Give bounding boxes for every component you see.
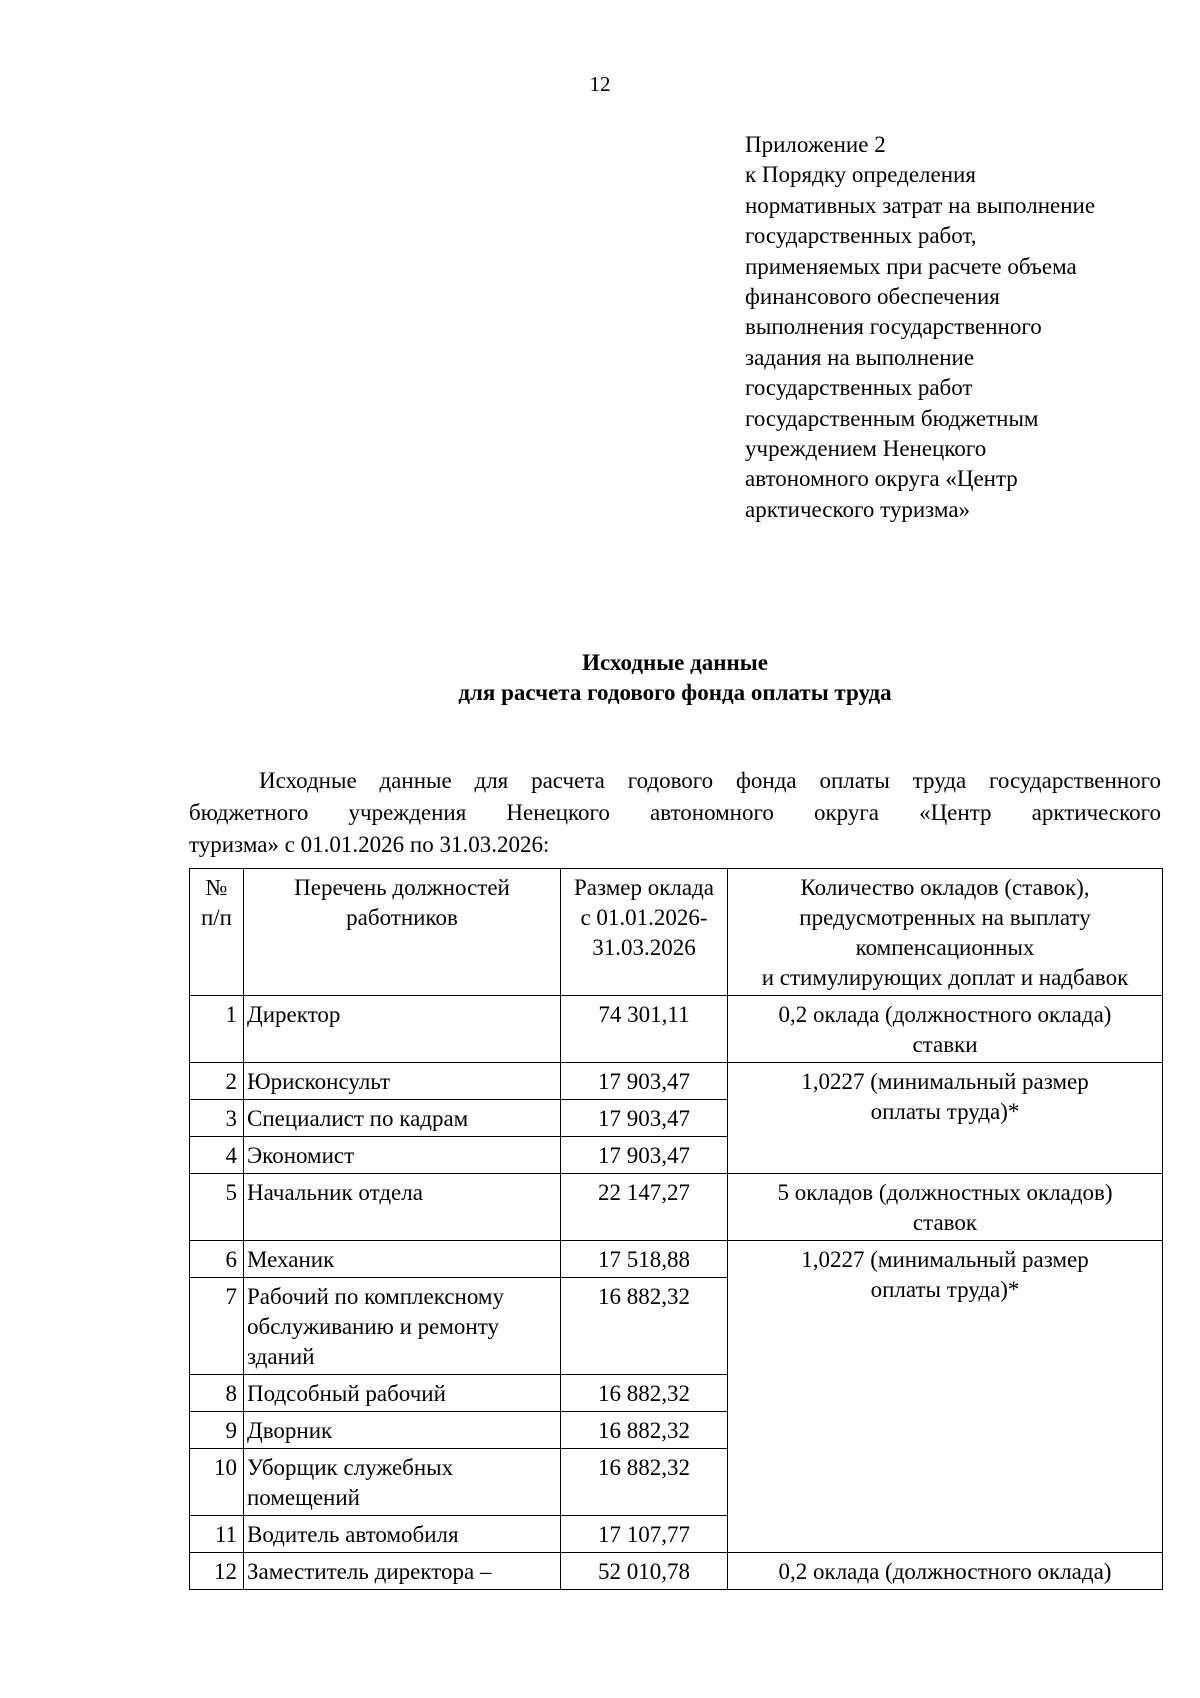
cell-num: 9 [190,1412,244,1449]
cell-salary: 17 107,77 [561,1516,728,1553]
appendix-line: нормативных затрат на выполнение [745,192,1096,218]
header-quantity [728,869,1163,996]
cell-num: 7 [190,1278,244,1375]
cell-quantity [728,1174,1163,1241]
header-text: Перечень должностей [294,875,510,900]
cell-salary: 17 903,47 [561,1137,728,1174]
appendix-line: государственных работ [745,375,973,401]
title-line-2: для расчета годового фонда оплаты труда [458,680,892,705]
header-text: Количество окладов (ставок), [800,875,1090,900]
cell-num: 6 [190,1241,244,1278]
header-position [244,869,561,996]
quantity-text: 1,0227 (минимальный размер [801,1247,1089,1272]
cell-salary: 74 301,11 [561,996,728,1063]
title-line-1: Исходные данные [582,650,768,675]
cell-num: 8 [190,1375,244,1412]
appendix-line: автономного округа «Центр [745,466,1018,492]
position-text: зданий [247,1344,315,1369]
table-row [190,1174,1163,1241]
table-row [190,996,1163,1063]
position-text: Рабочий по комплексному [247,1284,504,1309]
cell-salary: 16 882,32 [561,1278,728,1375]
cell-num: 5 [190,1174,244,1241]
header-num [190,869,244,996]
cell-position [244,1174,561,1241]
intro-line-1: Исходные данные для расчета годового фонда оплаты труда государственного [259,768,1161,793]
header-text: с 01.01.2026- [580,905,708,930]
cell-quantity [728,996,1163,1063]
quantity-text: оплаты труда)* [870,1277,1020,1302]
intro-paragraph [189,765,1161,861]
cell-salary: 16 882,32 [561,1449,728,1516]
quantity-text: ставки [912,1032,978,1057]
cell-salary: 17 518,88 [561,1241,728,1278]
position-text: Дворник [247,1418,333,1443]
intro-line-2: бюджетного учреждения Ненецкого автономного округа «Центр арктического [189,800,1161,825]
cell-num: 1 [190,996,244,1063]
cell-position [244,1100,561,1137]
cell-salary: 16 882,32 [561,1375,728,1412]
position-text: помещений [247,1485,360,1510]
cell-salary: 52 010,78 [561,1553,728,1590]
position-text: Водитель автомобиля [247,1522,459,1547]
table-row [190,1553,1163,1590]
position-text: Механик [247,1247,335,1272]
cell-salary: 17 903,47 [561,1063,728,1100]
cell-num: 12 [190,1553,244,1590]
cell-quantity [728,1241,1163,1553]
table-row [190,1241,1163,1278]
cell-num: 11 [190,1516,244,1553]
appendix-line: арктического туризма» [745,496,971,522]
document-title [0,648,1200,708]
table-header-row [190,869,1163,996]
cell-num: 2 [190,1063,244,1100]
table-row [190,1063,1163,1100]
cell-quantity [728,1553,1163,1590]
appendix-line: государственных работ, [745,223,977,249]
appendix-line: задания на выполнение [745,344,975,370]
position-text: Юрисконсульт [247,1069,391,1094]
header-text: № [205,875,228,900]
appendix-line: выполнения государственного [745,314,1042,340]
appendix-line: государственным бюджетным [745,405,1039,431]
cell-position [244,996,561,1063]
quantity-text: оплаты труда)* [870,1099,1020,1124]
position-text: Специалист по кадрам [247,1106,469,1131]
cell-num: 3 [190,1100,244,1137]
cell-position [244,1375,561,1412]
cell-salary: 17 903,47 [561,1100,728,1137]
salary-table [189,868,1163,1590]
position-text: обслуживанию и ремонту [247,1314,499,1339]
position-text: Директор [247,1002,341,1027]
cell-position [244,1412,561,1449]
header-text: Размер оклада [573,875,715,900]
header-text: компенсационных [855,935,1035,960]
cell-salary: 16 882,32 [561,1412,728,1449]
quantity-text: 0,2 оклада (должностного оклада) [778,1559,1112,1584]
quantity-text: 5 окладов (должностных окладов) [777,1180,1113,1205]
cell-num: 10 [190,1449,244,1516]
position-text: Начальник отдела [247,1180,423,1205]
cell-position [244,1449,561,1516]
intro-line-3: туризма» с 01.01.2026 по 31.03.2026: [189,832,550,857]
header-text: и стимулирующих доплат и надбавок [761,965,1129,990]
appendix-line: учреждением Ненецкого [745,436,987,462]
cell-position [244,1241,561,1278]
appendix-line: к Порядку определения [745,162,976,188]
position-text: Подсобный рабочий [247,1381,446,1406]
position-text: Уборщик служебных [247,1455,454,1480]
cell-salary: 22 147,27 [561,1174,728,1241]
cell-position [244,1553,561,1590]
header-text: п/п [200,905,232,930]
cell-position [244,1063,561,1100]
header-text: работников [346,905,458,930]
header-text: предусмотренных на выплату [799,905,1091,930]
appendix-note [745,130,1185,525]
appendix-line: применяемых при расчете объема [745,253,1077,279]
position-text: Экономист [247,1143,355,1168]
cell-num: 4 [190,1137,244,1174]
header-salary [561,869,728,996]
cell-position [244,1516,561,1553]
appendix-line: финансового обеспечения [745,284,1000,310]
quantity-text: 0,2 оклада (должностного оклада) [778,1002,1112,1027]
quantity-text: 1,0227 (минимальный размер [801,1069,1089,1094]
cell-quantity [728,1063,1163,1174]
header-text: 31.03.2026 [592,935,696,960]
position-text: Заместитель директора – [247,1559,492,1584]
quantity-text: ставок [912,1210,978,1235]
cell-position [244,1137,561,1174]
appendix-line: Приложение 2 [745,132,886,157]
page-number: 12 [589,72,611,96]
cell-position [244,1278,561,1375]
